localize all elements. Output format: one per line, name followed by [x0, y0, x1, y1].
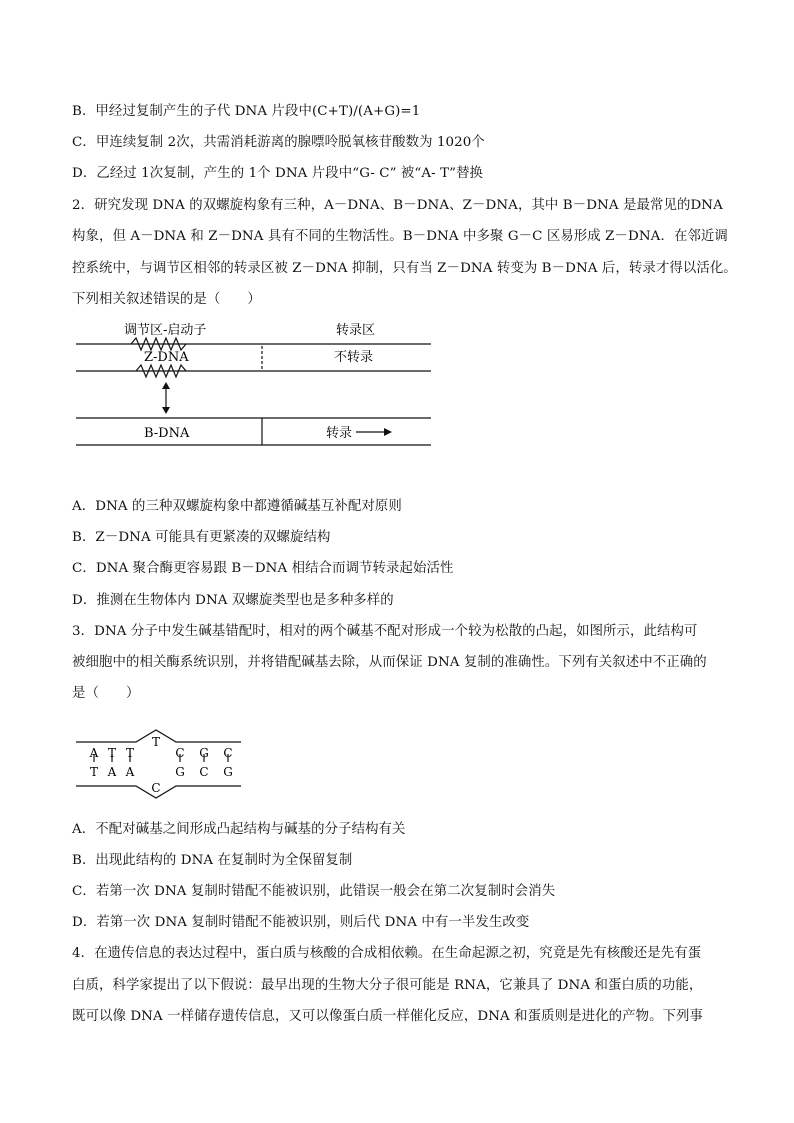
q4-stem-line-3: 既可以像 DNA 一样储存遗传信息，又可以像蛋白质一样催化反应，DNA 和蛋质则是进化的产物。下列事: [72, 1009, 704, 1024]
label-regulatory-region: 调节区-启动子: [124, 323, 207, 338]
base-bottom-1: T: [89, 765, 99, 779]
base-top-6: G: [199, 746, 209, 760]
double-arrow-head-up: [162, 382, 170, 389]
base-top-1: A: [89, 746, 99, 760]
base-top-3: T: [125, 746, 135, 760]
base-bottom-3: A: [125, 765, 135, 779]
q2-option-d: D．推测在生物体内 DNA 双螺旋类型也是多种多样的: [72, 593, 394, 608]
q3-mismatch-bulge-figure: [76, 726, 246, 804]
q1-option-d: D．乙经过 1次复制，产生的 1个 DNA 片段中“G- C” 被“A- T”替换: [72, 166, 484, 181]
q3-stem-line-3: 是（ ）: [72, 686, 140, 701]
q4-stem-line-1: 4．在遗传信息的表达过程中，蛋白质与核酸的合成相依赖。在生命起源之初，究竟是先有核酸还是先有蛋: [72, 946, 702, 961]
q2-stem-line-1: 2．研究发现 DNA 的双螺旋构象有三种，A－DNA、B－DNA、Z－DNA，其中 B－DNA 是最常见的DNA: [72, 198, 723, 213]
q1-option-b: B．甲经过复制产生的子代 DNA 片段中(C+T)/(A+G)=1: [72, 104, 421, 119]
q3-option-d: D．若第一次 DNA 复制时错配不能被识别，则后代 DNA 中有一半发生改变: [72, 915, 530, 930]
q3-stem-line-2: 被细胞中的相关酶系统识别，并将错配碱基去除，从而保证 DNA 复制的准确性。下列有关叙述中不正确的: [72, 655, 707, 670]
base-bulge-bottom: C: [151, 781, 161, 795]
q1-option-c: C．甲连续复制 2次，共需消耗游离的腺嘌呤脱氧核苷酸数为 1020个: [72, 135, 485, 150]
base-bottom-2: A: [107, 765, 117, 779]
base-bottom-5: G: [175, 765, 185, 779]
q2-option-c: C．DNA 聚合酶更容易跟 B－DNA 相结合而调节转录起始活性: [72, 561, 454, 576]
base-top-5: C: [175, 746, 185, 760]
q3-stem-line-1: 3．DNA 分子中发生碱基错配时，相对的两个碱基不配对形成一个较为松散的凸起，如图所示，此结构可: [72, 624, 698, 639]
q2-stem-line-3: 控系统中，与调节区相邻的转录区被 Z－DNA 抑制，只有当 Z－DNA 转变为 B－DNA 后，转录才得以活化。: [72, 261, 737, 276]
base-bottom-7: G: [223, 765, 233, 779]
base-top-7: C: [223, 746, 233, 760]
base-top-2: T: [107, 746, 117, 760]
label-z-dna: Z-DNA: [144, 350, 189, 365]
label-no-transcription: 不转录: [334, 350, 374, 365]
label-transcription-region: 转录区: [336, 323, 376, 338]
q3-option-a: A．不配对碱基之间形成凸起结构与碱基的分子结构有关: [72, 822, 406, 837]
q2-stem-line-2: 构象，但 A－DNA 和 Z－DNA 具有不同的生物活性。B－DNA 中多聚 G－C 区易形成 Z－DNA．在邻近调: [72, 229, 728, 244]
q2-option-b: B．Z－DNA 可能具有更紧凑的双螺旋结构: [72, 530, 331, 545]
double-arrow-head-down: [162, 407, 170, 414]
transcription-arrow-head: [384, 428, 392, 436]
q2-stem-line-4: 下列相关叙述错误的是（ ）: [72, 292, 261, 307]
q4-stem-line-2: 白质，科学家提出了以下假说：最早出现的生物大分子很可能是 RNA，它兼具了 DNA 和蛋白质的功能，: [72, 978, 703, 993]
base-bulge-top: T: [151, 735, 161, 749]
base-bottom-6: C: [199, 765, 209, 779]
q3-option-b: B．出现此结构的 DNA 在复制时为全保留复制: [72, 853, 353, 868]
q2-option-a: A．DNA 的三种双螺旋构象中都遵循碱基互补配对原则: [72, 499, 402, 514]
label-b-dna: B-DNA: [144, 426, 190, 441]
q2-dna-conformation-figure: [76, 318, 436, 452]
q3-option-c: C．若第一次 DNA 复制时错配不能被识别，此错误一般会在第二次复制时会消失: [72, 884, 556, 899]
label-transcription: 转录: [326, 426, 353, 441]
